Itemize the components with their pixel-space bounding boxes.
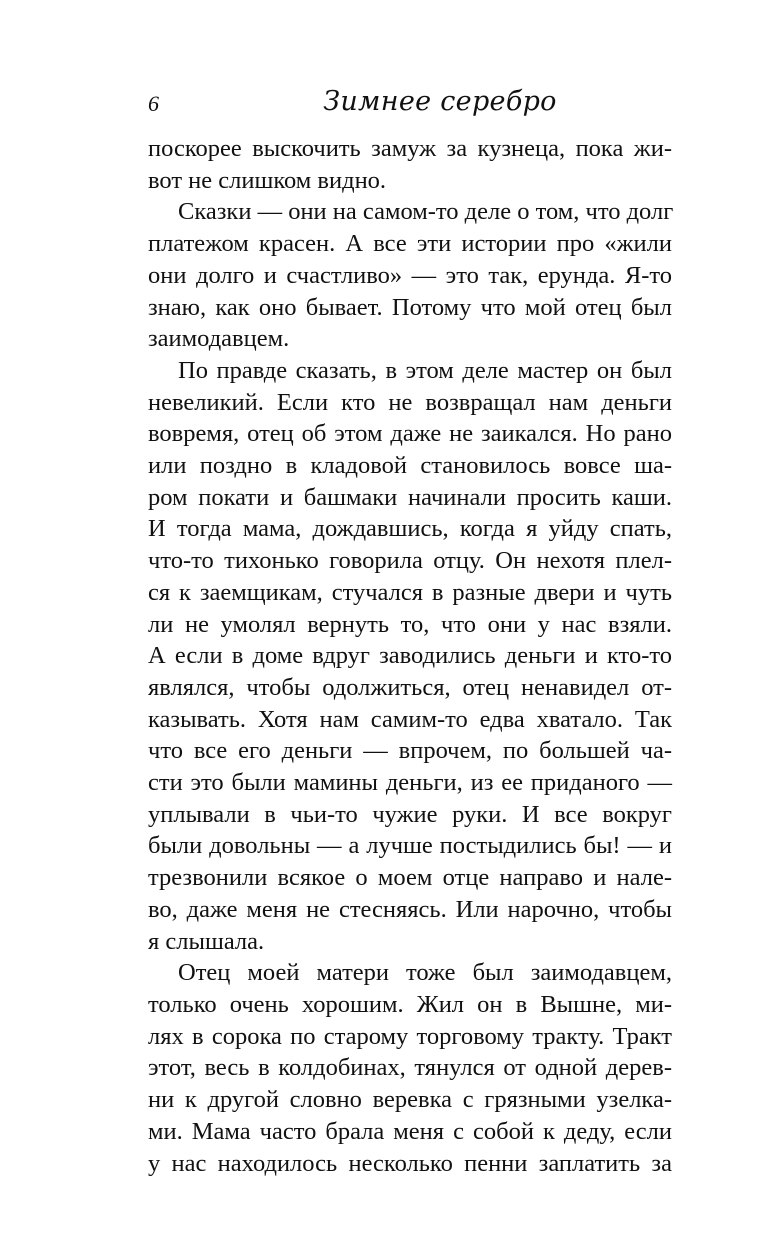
paragraph [148,957,672,1179]
book-title: Зимнее серебро [323,86,557,117]
text-line: или поздно в кладовой становилось вовсе ша- [148,452,672,480]
text-line: что-то тихонько говорила отцу. Он нехотя плел- [148,547,672,575]
text-line: ми. Мама часто брала меня с собой к деду, если [148,1117,672,1145]
text-line: этот, весь в колдобинах, тянулся от одной дерев- [148,1054,672,1082]
text-line: знаю, как оно бывает. Потому что мой отец был [148,293,672,321]
text-line: заимодавцем. [148,325,290,353]
paragraph [148,355,672,957]
text-line: вовремя, отец об этом даже не заикался. Но рано [148,420,672,448]
text-line: Сказки — они на самом-то деле о том, что долг [178,198,674,226]
text-line: во, даже меня не стесняясь. Или нарочно, чтобы [148,895,672,923]
text-line: платежом красен. А все эти истории про «жили [148,230,672,258]
paragraph [148,133,672,196]
page-number: 6 [148,91,159,116]
body-text [148,133,672,1179]
text-line: сти это были мамины деньги, из ее приданого — [148,769,672,797]
text-line: лях в сорока по старому торговому тракту. Тракт [148,1022,672,1050]
text-line: являлся, чтобы одолжиться, отец ненавидел от- [148,673,672,701]
text-line: ром покати и башмаки начинали просить каши. [148,483,672,511]
text-line: что все его деньги — впрочем, по большей ча- [148,737,672,765]
text-line: я слышала. [148,927,265,955]
text-line: они долго и счастливо» — это так, ерунда. Я-то [148,261,672,289]
text-line: И тогда мама, дождавшись, когда я уйду спать, [148,515,672,543]
text-line: поскорее выскочить замуж за кузнеца, пока жи- [148,135,672,162]
text-line: ли не умолял вернуть то, что они у нас взяли. [148,610,672,638]
text-line: ся к заемщикам, стучался в разные двери и чуть [148,578,672,606]
text-line: ни к другой словно веревка с грязными узелка- [148,1086,672,1114]
text-line: Отец моей матери тоже был заимодавцем, [178,959,672,987]
text-line: трезвонили всякое о моем отце направо и нале- [148,864,672,892]
text-line: А если в доме вдруг заводились деньги и кто-то [148,642,672,670]
text-line: казывать. Хотя нам самим-то едва хватало. Так [148,705,672,733]
text-line: уплывали в чьи-то чужие руки. И все вокруг [148,800,672,828]
text-line: только очень хорошим. Жил он в Вышне, ми- [148,990,672,1018]
running-head [148,84,672,124]
text-line: у нас находилось несколько пенни заплатить за [148,1149,672,1177]
paragraph [148,196,672,355]
text-line: были довольны — а лучше постыдились бы! — и [148,832,672,860]
text-line: По правде сказать, в этом деле мастер он был [178,356,672,384]
text-line: вот не слишком видно. [148,166,387,194]
text-line: невеликий. Если кто не возвращал нам деньги [148,388,672,416]
